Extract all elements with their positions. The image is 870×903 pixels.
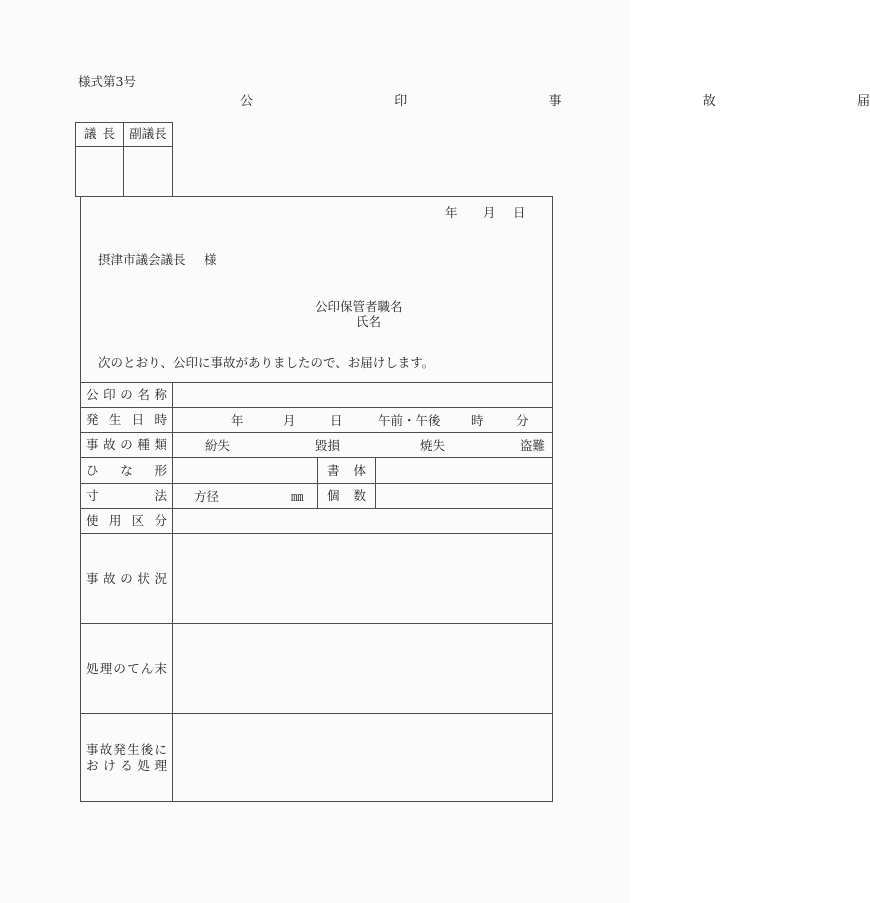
seal-name-label-cell [81, 383, 173, 407]
situation-label-cell [81, 534, 173, 623]
date-month-label: 月 [483, 205, 496, 220]
chairman-label: 議 長 [84, 126, 116, 141]
chairman-stamp-cell [76, 147, 124, 196]
occurrence-label: 発 生 日 時 [86, 412, 167, 427]
occurrence-month: 月 [283, 413, 296, 428]
quantity-value-cell [376, 484, 552, 508]
approval-stamp-body [76, 147, 172, 196]
custodian-title-label: 公印保管者職名 [315, 299, 403, 314]
accident-type-loss: 紛失 [205, 438, 231, 453]
quantity-label-cell [318, 484, 376, 508]
typeface-label-cell [318, 458, 376, 483]
after-accident-label-line1: 事 故 発 生 後 に [86, 741, 167, 757]
dimensions-quantity-row [81, 484, 552, 509]
accident-type-theft: 盗難 [520, 438, 546, 453]
seal-name-value-cell [173, 383, 552, 407]
dimensions-label-cell [81, 484, 173, 508]
occurrence-row [81, 408, 552, 433]
situation-value-cell [173, 534, 552, 623]
dimensions-unit: ㎜ [291, 489, 304, 504]
after-accident-value-cell [173, 714, 552, 801]
situation-label: 事 故 の 状 況 [86, 570, 167, 586]
handling-label-cell [81, 624, 173, 713]
date-day-label: 日 [513, 205, 526, 220]
addressee-honorific: 様 [204, 252, 217, 267]
dimensions-prefix: 方径 [194, 489, 220, 504]
vice-chairman-stamp-cell [124, 147, 172, 196]
occurrence-label-cell [81, 408, 173, 432]
handling-row [81, 624, 552, 714]
occurrence-hour: 時 [471, 413, 484, 428]
after-accident-label-line2: お け る 処 理 [86, 757, 167, 773]
intro-sentence: 次のとおり、公印に事故がありましたので、お届けします。 [98, 355, 435, 370]
form-number: 様式第3号 [78, 74, 136, 89]
page-title: 公 印 事 故 届 [240, 94, 870, 109]
accident-type-label-cell [81, 433, 173, 457]
usage-value-cell [173, 509, 552, 533]
template-label: ひ な 形 [86, 462, 167, 478]
usage-label-cell [81, 509, 173, 533]
approval-stamp-header [76, 123, 172, 147]
accident-type-value-cell [173, 433, 552, 457]
occurrence-day: 日 [330, 413, 343, 428]
occurrence-minute: 分 [516, 413, 529, 428]
typeface-value-cell [376, 458, 552, 483]
template-label-cell [81, 458, 173, 483]
accident-type-fire: 焼失 [420, 438, 446, 453]
template-typeface-row [81, 458, 552, 484]
situation-row [81, 534, 552, 624]
addressee: 摂津市議会議長 [98, 252, 186, 267]
handling-label: 処 理 の て ん 末 [86, 660, 167, 676]
usage-label: 使 用 区 分 [86, 513, 167, 528]
template-value-cell [173, 458, 318, 483]
approval-stamp-table [75, 122, 173, 197]
dimensions-value-cell [173, 484, 318, 508]
date-year-label: 年 [445, 205, 458, 220]
main-form-table [80, 196, 553, 802]
chairman-stamp-header [76, 123, 124, 146]
quantity-label: 個 数 [327, 488, 366, 503]
custodian-name-label: 氏名 [356, 314, 382, 329]
usage-row [81, 509, 552, 534]
vice-chairman-stamp-header: 副議長 [129, 126, 167, 141]
seal-name-row [81, 383, 552, 408]
handling-value-cell [173, 624, 552, 713]
dimensions-label: 寸 法 [86, 488, 167, 503]
accident-type-label: 事 故 の 種 類 [86, 437, 167, 452]
occurrence-ampm: 午前・午後 [378, 413, 441, 428]
seal-name-label: 公 印 の 名 称 [86, 387, 167, 402]
typeface-label: 書 体 [327, 462, 366, 478]
accident-type-damage: 毀損 [315, 438, 341, 453]
accident-type-row [81, 433, 552, 458]
occurrence-year: 年 [231, 413, 244, 428]
intro-section [81, 197, 552, 383]
after-accident-label-cell [81, 714, 173, 801]
occurrence-value-cell [173, 408, 552, 432]
after-accident-row [81, 714, 552, 801]
